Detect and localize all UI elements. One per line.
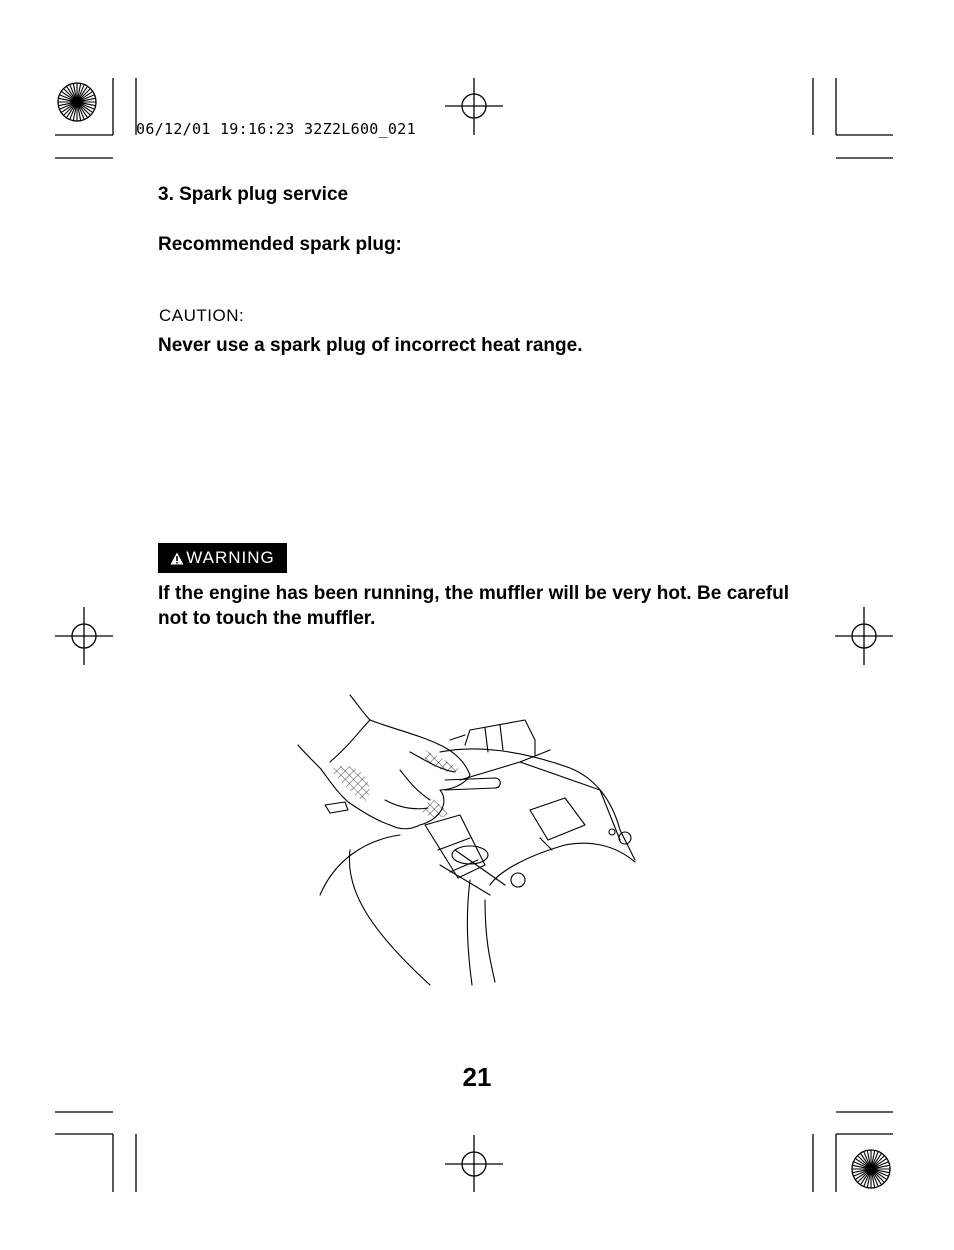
spark-plug-removal-illustration (290, 690, 650, 990)
caution-text: Never use a spark plug of incorrect heat range. (158, 335, 583, 356)
section-heading: 3. Spark plug service (158, 184, 349, 205)
caution-label-text: CAUTION (159, 306, 239, 325)
page-number: 21 (462, 1062, 492, 1092)
print-timestamp: 06/12/01 19:16:23 32Z2L600_021 (136, 120, 416, 138)
warning-badge (158, 543, 287, 573)
warning-triangle-icon (170, 552, 184, 565)
warning-label: WARNING (186, 548, 275, 567)
recommended-spark-plug-label: Recommended spark plug: (158, 234, 402, 255)
caution-label: CAUTION: (159, 306, 245, 325)
warning-text: If the engine has been running, the muffler will be very hot. Be careful not to touch the muffler. (158, 583, 789, 629)
